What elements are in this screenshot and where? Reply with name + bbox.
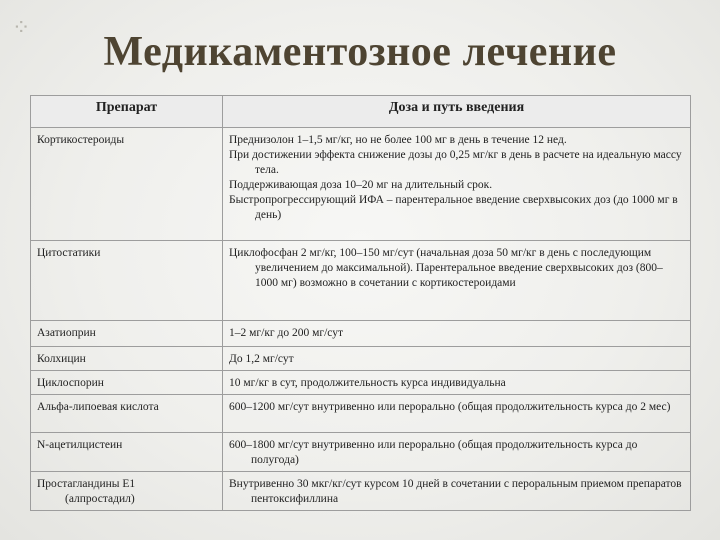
dose-cell (223, 472, 691, 511)
table-row (31, 241, 691, 321)
drug-cell (31, 347, 223, 371)
column-header-drug: Препарат (31, 96, 223, 128)
dose-text: 600–1800 мг/сут внутривенно или перорально (общая продолжительность курса до полугода) (229, 439, 638, 466)
dose-text: Поддерживающая доза 10–20 мг на длительный срок. (229, 179, 493, 191)
drug-name: Цитостатики (37, 247, 101, 259)
page-title: Медикаментозное лечение (103, 29, 617, 75)
table-header-row (31, 96, 691, 128)
dose-text: 1–2 мг/кг до 200 мг/сут (229, 327, 344, 339)
drug-cell (31, 241, 223, 321)
drug-name: Кортикостероиды (37, 134, 125, 146)
dose-cell (223, 433, 691, 472)
dose-cell (223, 128, 691, 241)
dose-cell (223, 395, 691, 433)
drug-name: Азатиоприн (37, 327, 96, 339)
drug-name: Циклоспорин (37, 377, 104, 389)
dose-cell (223, 371, 691, 395)
column-header-dose: Доза и путь введения (223, 96, 691, 128)
drug-cell (31, 395, 223, 433)
drug-cell (31, 433, 223, 472)
drug-name: Колхицин (37, 353, 86, 365)
drug-name: N-ацетилцистеин (37, 439, 123, 451)
corner-ornament-icon: ⁘ (12, 16, 31, 41)
dose-text: До 1,2 мг/сут (229, 353, 294, 365)
drug-cell (31, 472, 223, 511)
drug-cell (31, 128, 223, 241)
drug-cell (31, 371, 223, 395)
dose-cell (223, 321, 691, 347)
dose-text: 600–1200 мг/сут внутривенно или перорально (общая продолжительность курса до 2 мес) (229, 401, 671, 413)
table-row (31, 371, 691, 395)
drug-name: (алпростадил) (65, 493, 135, 505)
table-row (31, 395, 691, 433)
dose-text: При достижении эффекта снижение дозы до 0,25 мг/кг в день в расчете на идеальную массу тела. (229, 149, 682, 176)
drug-cell (31, 321, 223, 347)
treatment-table (30, 95, 691, 511)
table-row (31, 472, 691, 511)
drug-name: Альфа-липоевая кислота (37, 401, 159, 413)
dose-text: Циклофосфан 2 мг/кг, 100–150 мг/сут (начальная доза 50 мг/кг в день с последующим увеличением до максимальной). Парентеральное введение сверхвысоких доз (800–1000 мг) возможно в сочетании с кортикостероидами (229, 247, 663, 289)
table-row (31, 347, 691, 371)
drug-name: Простагландины E1 (37, 478, 136, 490)
table-row (31, 128, 691, 241)
table-row (31, 321, 691, 347)
table-row (31, 433, 691, 472)
dose-text: Внутривенно 30 мкг/кг/сут курсом 10 дней в сочетании с пероральным приемом препаратов пентоксифиллина (229, 478, 682, 505)
dose-cell (223, 347, 691, 371)
dose-text: 10 мг/кг в сут, продолжительность курса индивидуальна (229, 377, 506, 389)
dose-text: Преднизолон 1–1,5 мг/кг, но не более 100 мг в день в течение 12 нед. (229, 134, 567, 146)
dose-cell (223, 241, 691, 321)
dose-text: Быстропрогрессирующий ИФА – парентеральное введение сверхвысоких доз (до 1000 мг в день) (229, 194, 678, 221)
